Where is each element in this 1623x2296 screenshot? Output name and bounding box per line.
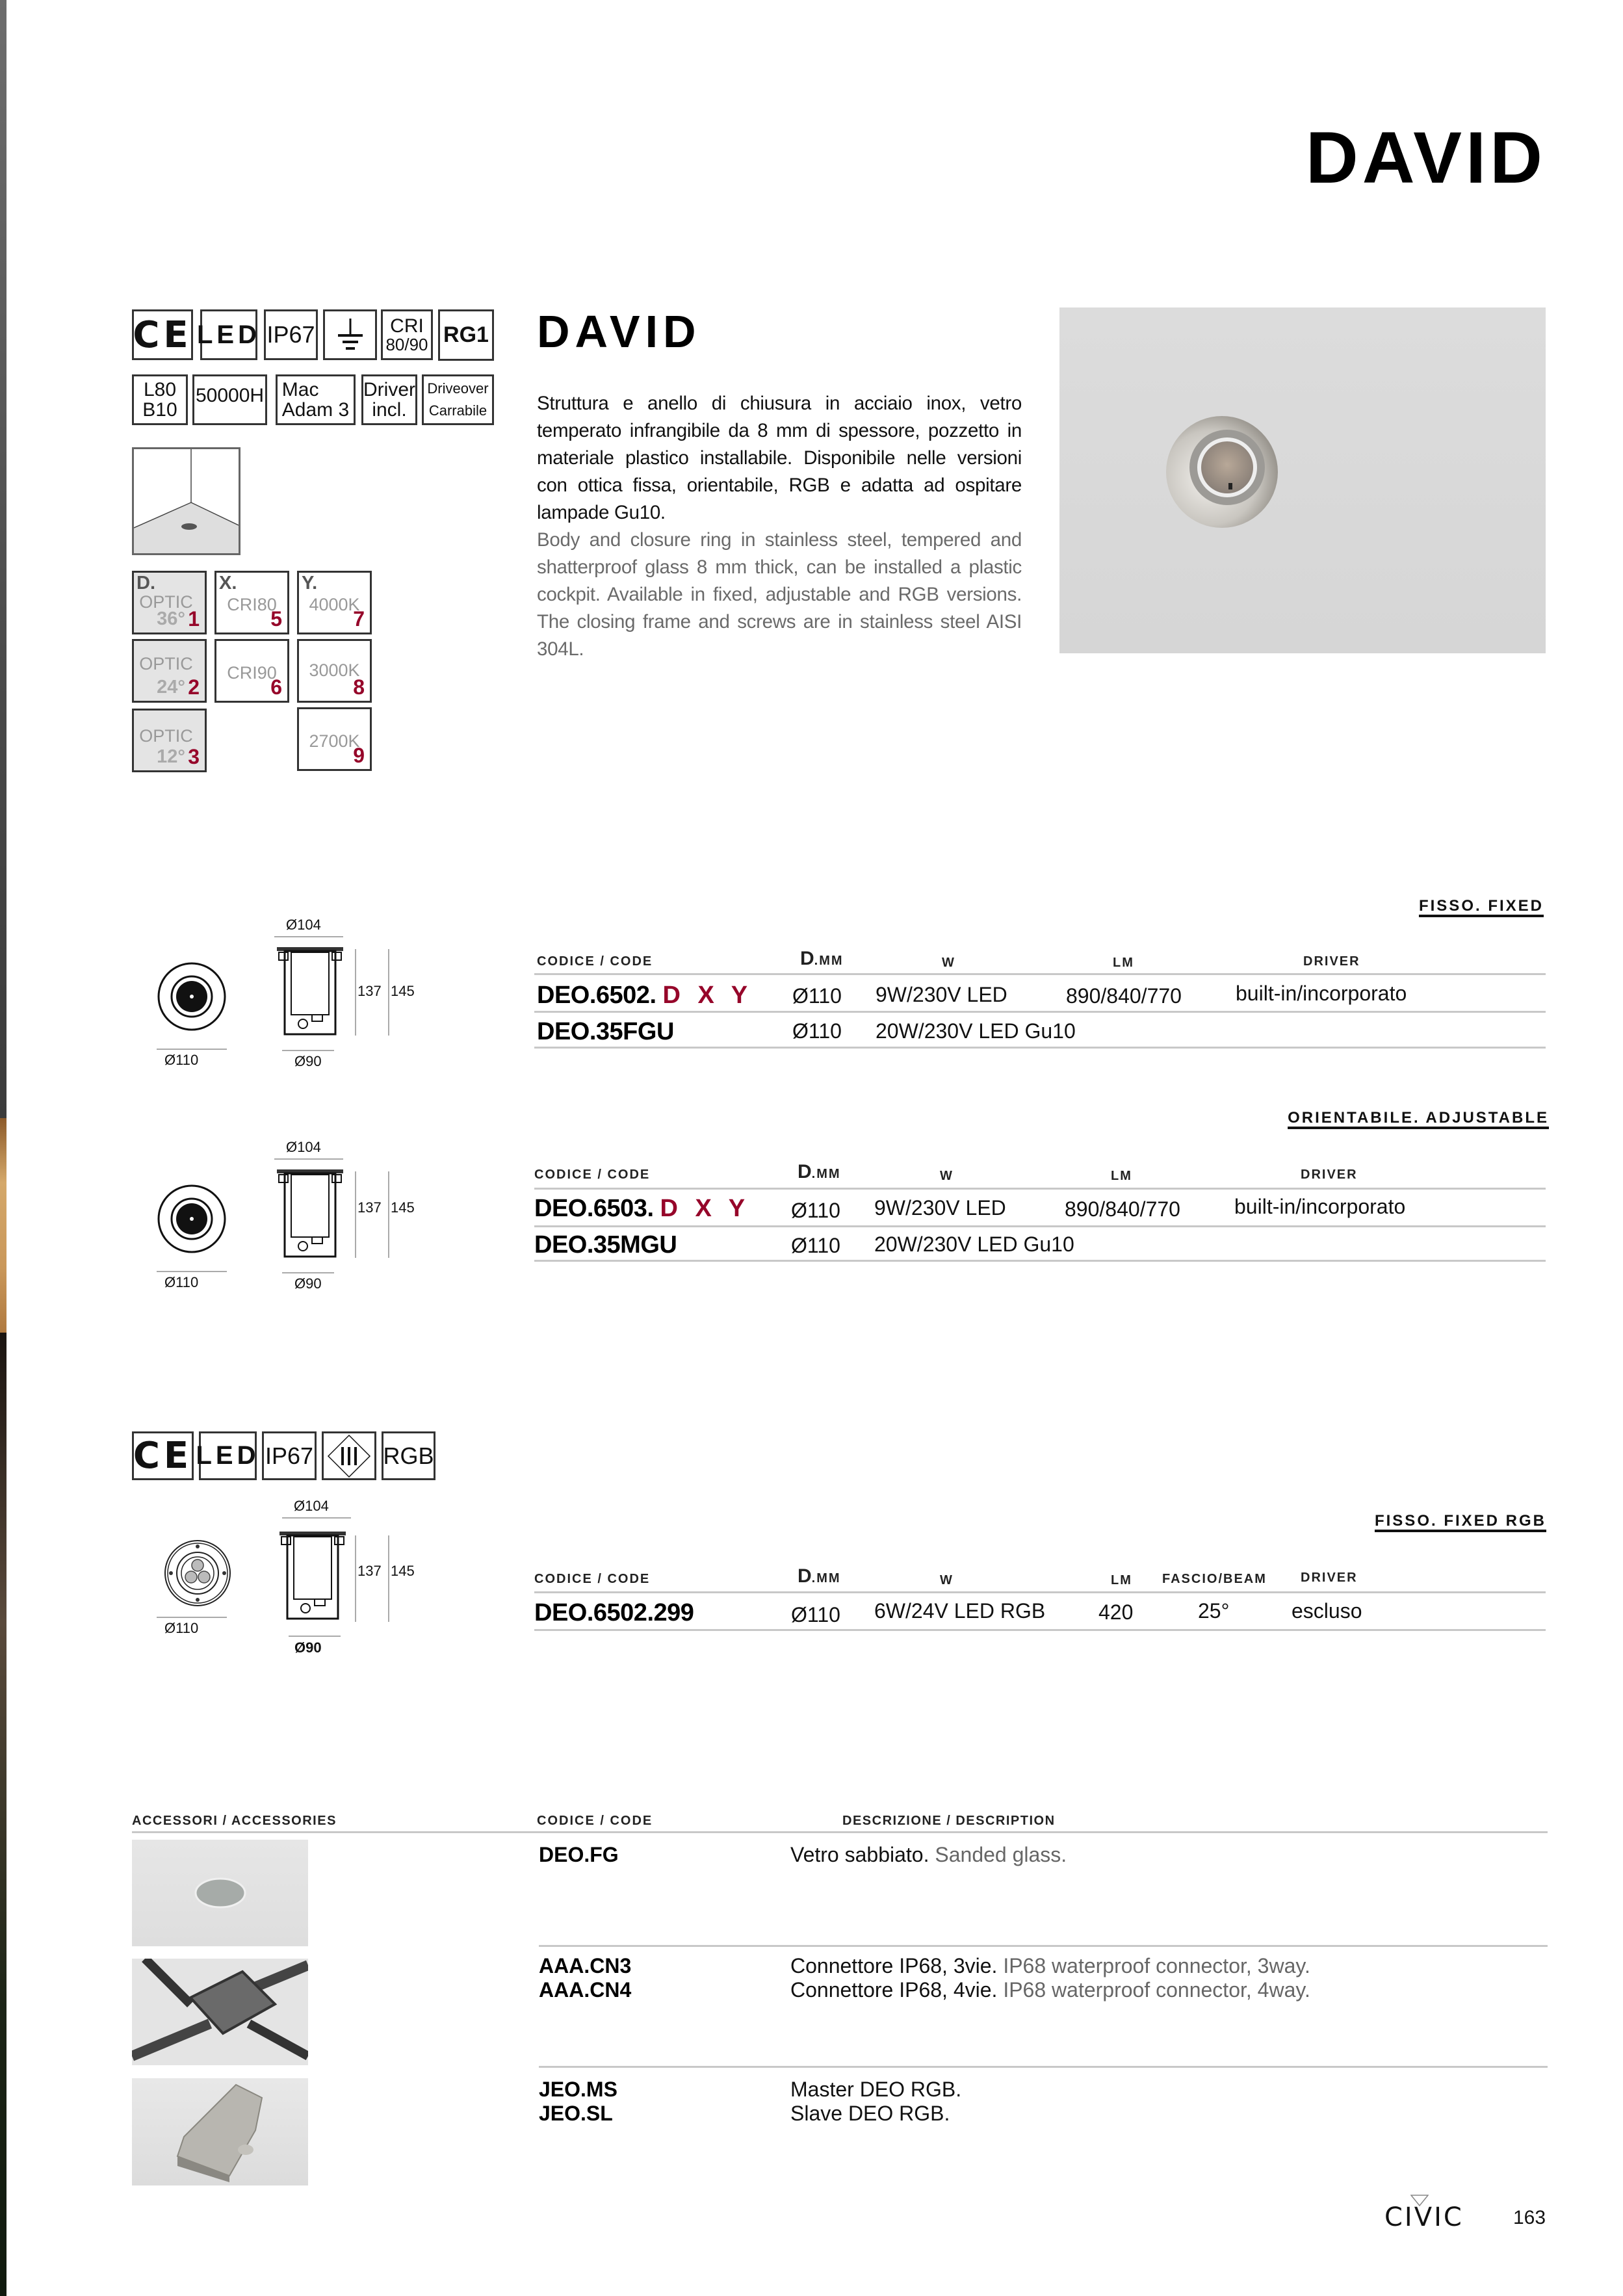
cri80-option: X. CRI80 5 bbox=[214, 571, 289, 634]
dimension-line bbox=[157, 1049, 227, 1050]
cri-icon: CRI 80/90 bbox=[381, 309, 433, 360]
column-header-code: CODICE / CODE bbox=[537, 954, 653, 969]
cri90-option: CRI90 6 bbox=[214, 639, 289, 703]
ce-mark-icon: CE bbox=[132, 309, 193, 360]
dimension-line bbox=[282, 1272, 334, 1273]
accessories-header: ACCESSORI / ACCESSORIES bbox=[132, 1814, 337, 1828]
accessory-codes: AAA.CN3 AAA.CN4 bbox=[539, 1954, 632, 2002]
led-icon: LED bbox=[200, 309, 257, 360]
rg1-icon: RG1 bbox=[438, 309, 494, 361]
optic-12-option: OPTIC 12° 3 bbox=[132, 709, 207, 772]
optic-24-option: OPTIC 24° 2 bbox=[132, 639, 207, 703]
top-view-icon bbox=[156, 1183, 227, 1255]
dimension-line bbox=[157, 1271, 227, 1272]
dimension-height-137: 137 bbox=[357, 1563, 382, 1579]
dimension-height-145: 145 bbox=[391, 983, 415, 999]
class-iii-icon bbox=[322, 1431, 376, 1480]
cell-lumen: 890/840/770 bbox=[1065, 1197, 1180, 1221]
dimension-bottom-diameter: Ø90 bbox=[294, 1053, 322, 1069]
table-rule bbox=[534, 1011, 1546, 1013]
product-code: DEO.6502.299 bbox=[534, 1599, 694, 1626]
dimension-line bbox=[289, 1636, 341, 1637]
cell-diameter: Ø110 bbox=[791, 1234, 840, 1257]
dimension-top-diameter: Ø104 bbox=[294, 1498, 329, 1514]
cell-diameter: Ø110 bbox=[792, 1019, 842, 1043]
master-slave-photo bbox=[132, 2078, 308, 2185]
table-rule bbox=[539, 2066, 1548, 2068]
column-header-driver: DRIVER bbox=[1301, 1571, 1358, 1585]
cell-lumen: 890/840/770 bbox=[1066, 984, 1182, 1008]
column-header-w: W bbox=[940, 1573, 954, 1587]
connector-photo bbox=[132, 1959, 308, 2065]
ip67-icon: IP67 bbox=[264, 309, 318, 360]
dimension-height-145: 145 bbox=[391, 1563, 415, 1579]
side-view-icon bbox=[276, 946, 344, 1037]
page-title: DAVID bbox=[1305, 117, 1546, 198]
side-view-icon bbox=[276, 1168, 344, 1259]
cct-3000k-option: 3000K 8 bbox=[297, 639, 372, 703]
ce-mark-icon: CE bbox=[132, 1431, 194, 1480]
table-rule bbox=[539, 1945, 1548, 1947]
cct-2700k-option: 2700K 9 bbox=[297, 707, 372, 771]
product-code: DEO.6503. D X Y bbox=[534, 1195, 751, 1222]
cell-driver: built-in/incorporato bbox=[1236, 982, 1407, 1005]
column-header-w: W bbox=[942, 956, 955, 970]
column-header-lm: LM bbox=[1111, 1573, 1132, 1587]
dimension-outer-diameter: Ø110 bbox=[164, 1274, 199, 1290]
column-header-code: CODICE / CODE bbox=[537, 1814, 653, 1828]
section-label-fixed-rgb: FISSO. FIXED RGB bbox=[1374, 1512, 1546, 1530]
column-header-lm: LM bbox=[1111, 1169, 1132, 1183]
dimension-height-145: 145 bbox=[391, 1199, 415, 1216]
dimension-line bbox=[274, 936, 343, 937]
sanded-glass-photo bbox=[132, 1840, 308, 1946]
dimension-height-137: 137 bbox=[357, 1199, 382, 1216]
column-header-w: W bbox=[940, 1169, 954, 1183]
accessory-description: Vetro sabbiato. Sanded glass. bbox=[790, 1843, 1067, 1866]
table-rule bbox=[534, 1591, 1546, 1593]
edge-photo-strip bbox=[0, 0, 6, 1118]
driveover-icon: Driveover Carrabile bbox=[422, 374, 494, 425]
page-number: 163 bbox=[1513, 2207, 1546, 2228]
cell-diameter: Ø110 bbox=[791, 1603, 840, 1626]
dimension-line bbox=[388, 1171, 389, 1258]
column-header-code: CODICE / CODE bbox=[534, 1168, 651, 1182]
earth-ground-icon bbox=[323, 309, 377, 360]
accessory-description: Connettore IP68, 3vie. IP68 waterproof connector, 3way. Connettore IP68, 4vie. IP68 waterproof connector, 4way. bbox=[790, 1954, 1310, 2002]
dimension-top-diameter: Ø104 bbox=[286, 917, 321, 933]
driver-included-icon: Driver incl. bbox=[361, 374, 417, 425]
accessory-codes: JEO.MS JEO.SL bbox=[539, 2078, 617, 2125]
optic-36-option: D. OPTIC 36° 1 bbox=[132, 571, 207, 634]
dimension-bottom-diameter: Ø90 bbox=[294, 1639, 322, 1656]
rgb-icon: RGB bbox=[382, 1431, 435, 1480]
dimension-line bbox=[282, 1517, 351, 1519]
product-code: DEO.35FGU bbox=[537, 1018, 674, 1045]
accessory-code: DEO.FG bbox=[539, 1843, 619, 1866]
cell-beam: 25° bbox=[1198, 1599, 1230, 1623]
dimension-top-diameter: Ø104 bbox=[286, 1139, 321, 1155]
installation-diagram bbox=[132, 447, 240, 555]
section-label-adjustable: ORIENTABILE. ADJUSTABLE bbox=[1288, 1109, 1549, 1127]
table-rule bbox=[132, 1831, 1548, 1833]
cell-wattage: 9W/230V LED bbox=[876, 983, 1007, 1006]
cell-diameter: Ø110 bbox=[791, 1199, 840, 1222]
dimension-bottom-diameter: Ø90 bbox=[294, 1275, 322, 1292]
cell-wattage: 9W/230V LED bbox=[874, 1196, 1006, 1220]
brand-logo: CIVIC bbox=[1384, 2202, 1464, 2232]
cell-wattage: 20W/230V LED Gu10 bbox=[874, 1233, 1074, 1256]
product-photo bbox=[1059, 307, 1546, 653]
product-code: DEO.35MGU bbox=[534, 1231, 677, 1259]
dimension-line bbox=[388, 1535, 389, 1622]
edge-photo-strip-warm bbox=[0, 1118, 6, 1333]
section-label-fixed: FISSO. FIXED bbox=[1418, 897, 1544, 915]
edge-photo-strip-dark bbox=[0, 1333, 6, 2296]
logo-triangle-icon bbox=[1410, 2195, 1429, 2206]
cell-lumen: 420 bbox=[1098, 1600, 1134, 1624]
description-italian: Struttura e anello di chiusura in acciaio inox, vetro temperato infrangibile da 8 mm di spessore, pozzetto in materiale plastico installabile. Disponibile nelle versioni con ottica fissa, orientabile, RGB e adatta ad ospitare lampade Gu10. bbox=[537, 393, 1022, 523]
50000h-icon: 50000H bbox=[192, 374, 267, 425]
dimension-line bbox=[274, 1158, 343, 1160]
cell-wattage: 20W/230V LED Gu10 bbox=[876, 1019, 1076, 1043]
accessory-description: Master DEO RGB. Slave DEO RGB. bbox=[790, 2078, 962, 2125]
column-header-driver: DRIVER bbox=[1301, 1168, 1358, 1182]
table-rule bbox=[534, 1188, 1546, 1190]
l80-b10-icon: L80 B10 bbox=[132, 374, 188, 425]
column-header-driver: DRIVER bbox=[1303, 954, 1360, 969]
column-header-d: D.MM bbox=[798, 1565, 841, 1587]
cell-driver: built-in/incorporato bbox=[1234, 1195, 1406, 1218]
dimension-outer-diameter: Ø110 bbox=[164, 1620, 199, 1636]
cell-driver: escluso bbox=[1292, 1599, 1362, 1623]
cell-wattage: 6W/24V LED RGB bbox=[874, 1599, 1046, 1623]
column-header-beam: FASCIO/BEAM bbox=[1162, 1572, 1267, 1586]
column-header-description: DESCRIZIONE / DESCRIPTION bbox=[842, 1814, 1056, 1828]
dimension-line bbox=[282, 1050, 334, 1051]
column-header-code: CODICE / CODE bbox=[534, 1572, 651, 1586]
table-rule bbox=[534, 1225, 1546, 1227]
column-header-lm: LM bbox=[1113, 956, 1134, 970]
table-rule bbox=[534, 1047, 1546, 1049]
dimension-line bbox=[388, 949, 389, 1036]
description-english: Body and closure ring in stainless steel, tempered and shatterproof glass 8 mm thick, can be installed a plastic cockpit. Available in fixed, adjustable and RGB versions. The closing frame and screws are in stainless steel AISI 304L. bbox=[537, 529, 1022, 660]
dimension-height-137: 137 bbox=[357, 983, 382, 999]
cct-4000k-option: Y. 4000K 7 bbox=[297, 571, 372, 634]
product-code: DEO.6502. D X Y bbox=[537, 982, 753, 1009]
dimension-line bbox=[157, 1617, 227, 1618]
table-rule bbox=[534, 1260, 1546, 1262]
table-rule bbox=[534, 1629, 1546, 1631]
led-icon: LED bbox=[199, 1431, 257, 1480]
dimension-line bbox=[355, 949, 356, 1036]
side-view-icon bbox=[278, 1530, 347, 1621]
rgb-top-view-icon bbox=[164, 1539, 231, 1607]
dimension-line bbox=[355, 1535, 356, 1622]
dimension-outer-diameter: Ø110 bbox=[164, 1052, 199, 1068]
column-header-d: D.MM bbox=[800, 948, 844, 969]
product-title: DAVID bbox=[537, 306, 701, 357]
table-rule bbox=[534, 973, 1546, 975]
dimension-line bbox=[355, 1171, 356, 1258]
column-header-d: D.MM bbox=[798, 1161, 841, 1182]
cell-diameter: Ø110 bbox=[792, 984, 842, 1008]
top-view-icon bbox=[156, 961, 227, 1032]
ip67-icon: IP67 bbox=[262, 1431, 317, 1480]
macadam-icon: Mac Adam 3 bbox=[276, 374, 356, 425]
